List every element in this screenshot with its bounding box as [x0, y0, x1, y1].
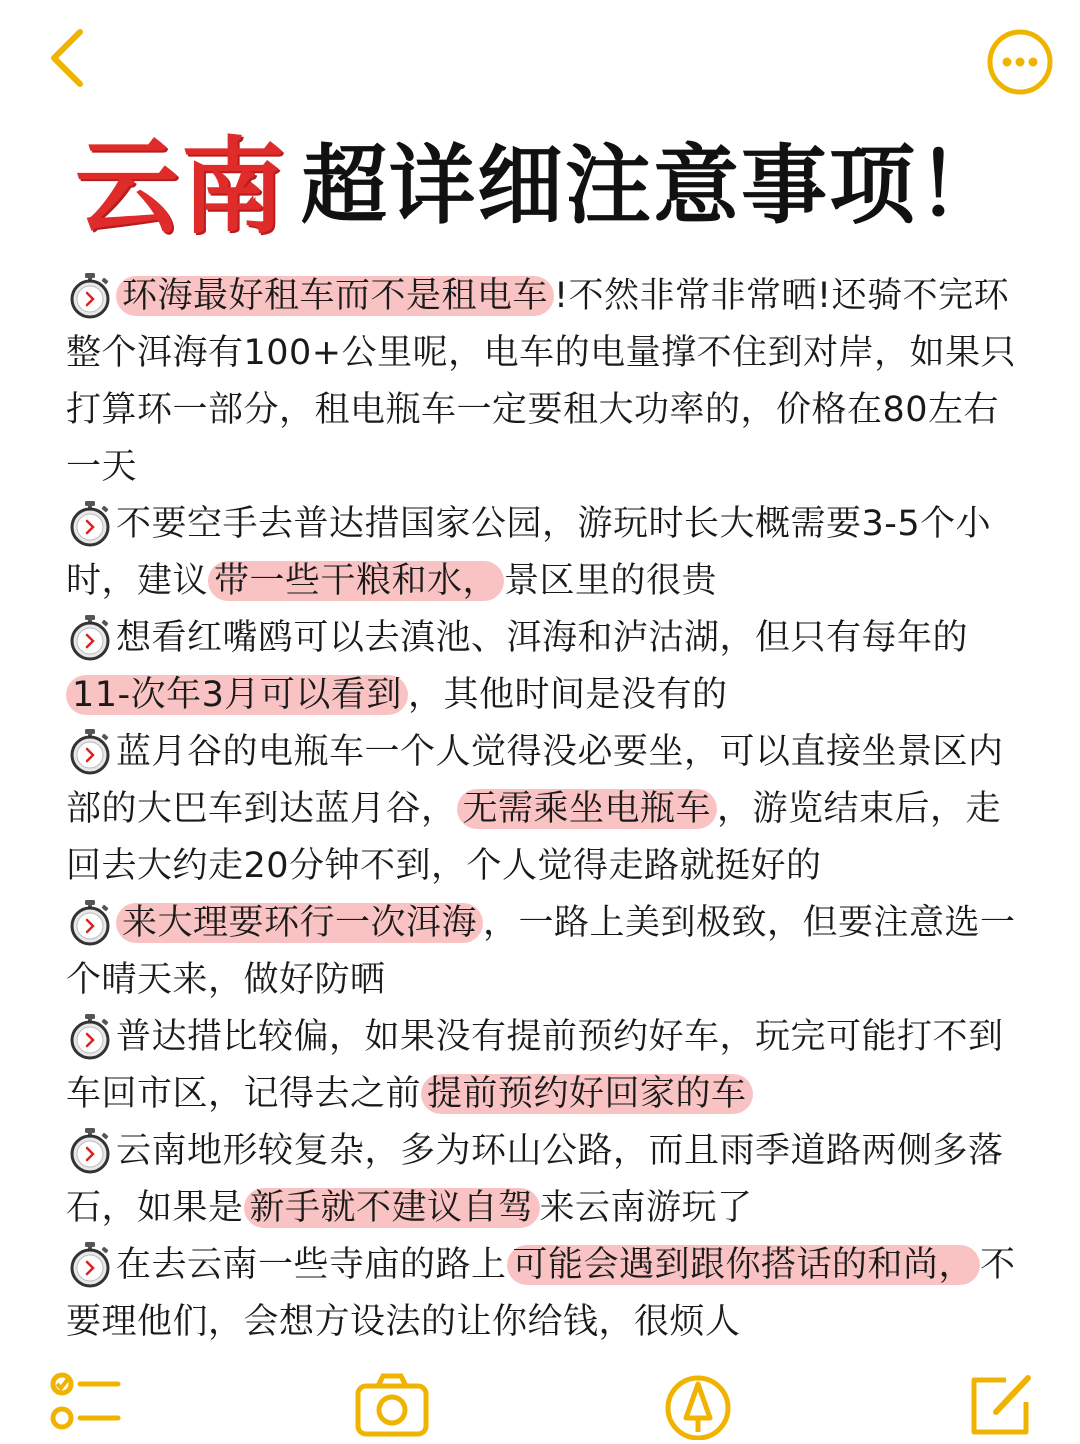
highlight-text: 11-次年3月可以看到 — [66, 675, 408, 715]
compose-icon — [962, 1368, 1042, 1440]
tip-text: 想看红嘴鸥可以去滇池、洱海和泸沽湖，但只有每年的 — [116, 618, 969, 658]
title-main: 超详细注意事项！ — [301, 136, 1005, 236]
tip-item — [66, 1237, 1026, 1351]
tip-text: 蓝月谷的电瓶车一个人觉得没必要坐，可以直接坐景区内部的大巴车到达蓝月谷， — [66, 732, 1004, 829]
tip-text: 景区里的很贵 — [504, 561, 718, 601]
tip-text: 不要空手去普达措国家公园，游玩时长大概需要3-5个小时，建议 — [66, 504, 992, 601]
top-bar — [0, 0, 1080, 120]
tip-text: 云南地形较复杂，多为环山公路，而且雨季道路两侧多落石，如果是 — [66, 1131, 1004, 1228]
note-body[interactable] — [66, 268, 1026, 1351]
highlight-text: 提前预约好回家的车 — [421, 1074, 753, 1114]
title-highlight: 云南 — [74, 126, 287, 248]
more-button[interactable] — [984, 26, 1056, 98]
camera-button[interactable] — [352, 1368, 432, 1440]
tip-text: ，其他时间是没有的 — [407, 675, 728, 715]
tip-text: 不要理他们，会想方设法的让你给钱，很烦人 — [66, 1245, 1016, 1342]
tip-item — [66, 1123, 1026, 1237]
chevron-left-icon — [40, 22, 100, 92]
stopwatch-icon — [66, 613, 114, 661]
highlight-text: 环海最好租车而不是租电车 — [116, 276, 554, 316]
back-button[interactable] — [40, 22, 100, 92]
stopwatch-icon — [66, 1240, 114, 1288]
stopwatch-icon — [66, 1126, 114, 1174]
tip-item — [66, 496, 1026, 610]
highlight-text: 新手就不建议自驾 — [244, 1188, 540, 1228]
tip-text: ，游览结束后，走回去大约走20分钟不到，个人觉得走路就挺好的 — [66, 789, 1002, 886]
stopwatch-icon — [66, 727, 114, 775]
pen-button[interactable] — [658, 1368, 738, 1440]
stopwatch-icon — [66, 499, 114, 547]
tip-text: 在去云南一些寺庙的路上 — [116, 1245, 507, 1285]
pen-icon — [658, 1368, 738, 1440]
checklist-button[interactable] — [46, 1368, 126, 1440]
tip-text: ，一路上美到极致，但要注意选一个晴天来，做好防晒 — [66, 903, 1016, 1000]
checklist-icon — [46, 1368, 126, 1440]
tip-item — [66, 610, 1026, 724]
stopwatch-icon — [66, 898, 114, 946]
bottom-toolbar — [0, 1360, 1080, 1440]
tip-item — [66, 895, 1026, 1009]
more-icon — [984, 26, 1056, 98]
stopwatch-icon — [66, 1012, 114, 1060]
stopwatch-icon — [66, 271, 114, 319]
tip-item — [66, 268, 1026, 496]
tip-text: 普达措比较偏，如果没有提前预约好车，玩完可能打不到车回市区，记得去之前 — [66, 1017, 1004, 1114]
tip-text: 来云南游玩了 — [539, 1188, 753, 1228]
highlight-text: 可能会遇到跟你搭话的和尚， — [507, 1245, 981, 1285]
tip-item — [66, 724, 1026, 895]
highlight-text: 带一些干粮和水， — [208, 561, 504, 601]
tip-item — [66, 1009, 1026, 1123]
tip-text: !不然非常非常晒!还骑不完环整个洱海有100+公里呢，电车的电量撑不住到对岸，如果只打算环一部分，租电瓶车一定要租大功率的，价格在80左右一天 — [66, 276, 1017, 487]
highlight-text: 来大理要环行一次洱海 — [116, 903, 483, 943]
highlight-text: 无需乘坐电瓶车 — [457, 789, 718, 829]
camera-icon — [352, 1368, 432, 1440]
compose-button[interactable] — [962, 1368, 1042, 1440]
page-title — [0, 118, 1080, 248]
